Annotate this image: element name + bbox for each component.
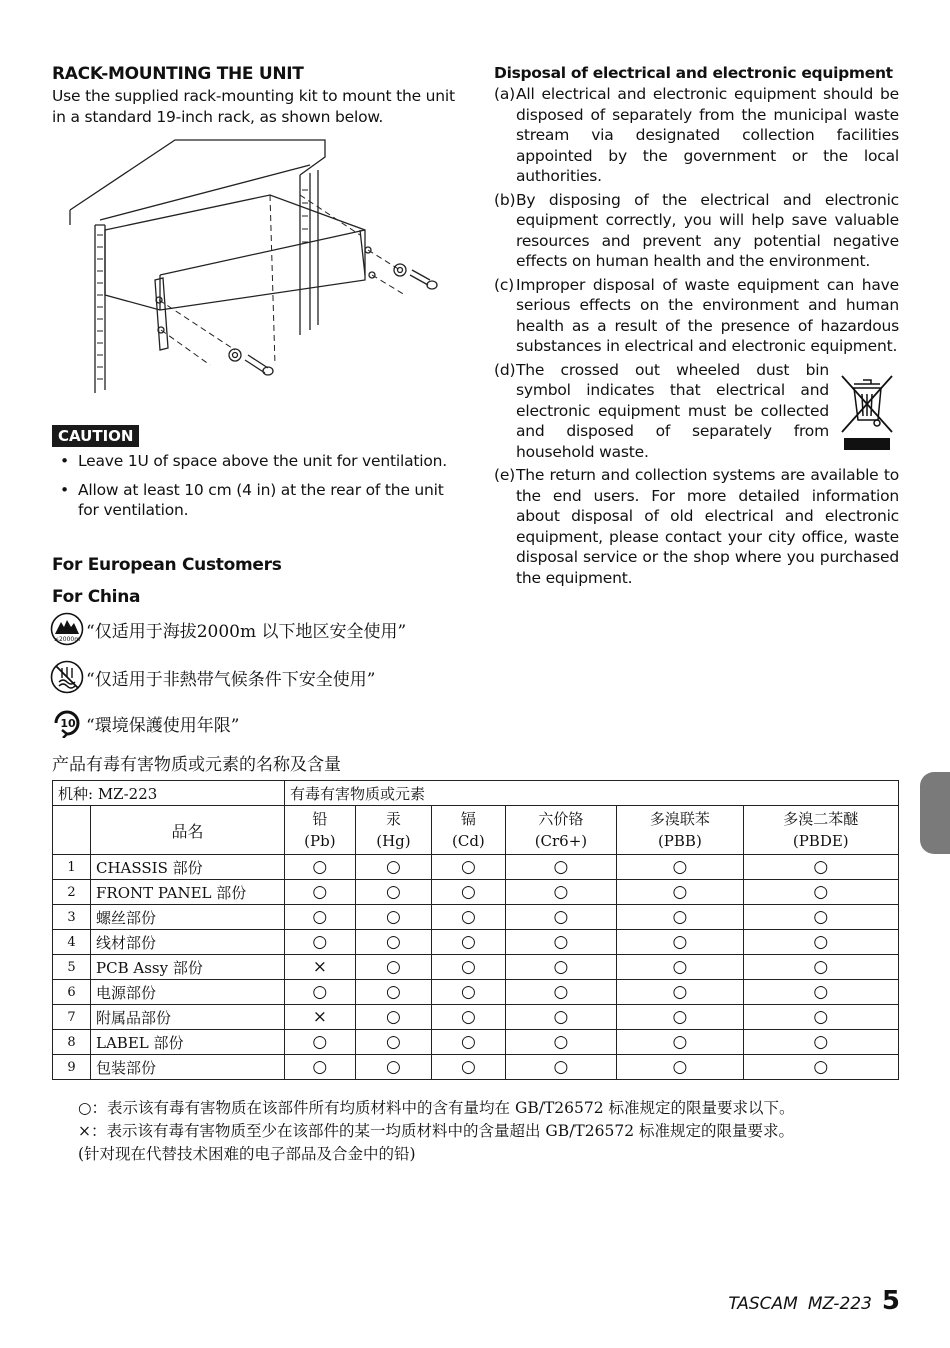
page-footer [728, 1286, 900, 1316]
column-name: 汞 [385, 810, 401, 828]
climate-note-text: “仅适用于非熱帯气候条件下安全使用” [86, 669, 376, 690]
substance-status: ○ [432, 905, 505, 930]
disposal-item-marker: (e) [494, 466, 516, 484]
row-number: 6 [53, 980, 91, 1005]
disposal-item-text: By disposing of the electrical and electronic equipment correctly, you will help save valuable resources and prevent any potential negative effects on human health and the environment. [516, 190, 899, 270]
rack-mounting-heading: RACK-MOUNTING THE UNIT [52, 64, 304, 84]
substance-status: ○ [285, 980, 356, 1005]
part-name: LABEL 部份 [91, 1030, 285, 1055]
european-customers-heading: For European Customers [52, 555, 282, 575]
footnote-circle: ○：表示该有毒有害物质在该部件所有均质材料中的含有量均在 GB/T26572 标准规定的限量要求以下。 [78, 1099, 795, 1117]
substance-status: ○ [355, 1055, 432, 1080]
substance-status: ○ [355, 855, 432, 880]
table-column-header-row [53, 806, 899, 855]
table-caption: 产品有毒有害物质或元素的名称及含量 [52, 755, 341, 775]
substance-status: ○ [432, 880, 505, 905]
part-name: CHASSIS 部份 [91, 855, 285, 880]
substance-status: ○ [505, 855, 617, 880]
row-number: 8 [53, 1030, 91, 1055]
substance-status: ○ [285, 855, 356, 880]
disposal-item-marker: (b) [494, 190, 516, 209]
column-name: 铅 [312, 810, 328, 828]
part-name: 线材部份 [91, 930, 285, 955]
substance-status: ○ [355, 930, 432, 955]
table-body [53, 855, 899, 1080]
column-symbol: (PBB) [657, 832, 702, 850]
substance-status: ○ [617, 980, 743, 1005]
substance-status: ○ [617, 955, 743, 980]
caution-item: • Allow at least 10 cm (4 in) at the rear of the unit for ventilation. [52, 480, 464, 521]
part-name: 螺丝部份 [91, 905, 285, 930]
rack-mount-illustration [60, 135, 450, 405]
column-name: 六价铬 [538, 810, 584, 828]
substance-status: ○ [617, 855, 743, 880]
protection-period-icon-text: 10 [60, 717, 76, 730]
substance-status: ○ [743, 905, 898, 930]
column-symbol: (Hg) [376, 832, 411, 850]
caution-list [52, 451, 464, 529]
part-name: 包装部份 [91, 1055, 285, 1080]
substance-status: ○ [285, 1055, 356, 1080]
substance-status: ○ [355, 905, 432, 930]
substance-status: ○ [743, 1030, 898, 1055]
column-header [505, 806, 617, 855]
substance-status: ○ [505, 980, 617, 1005]
substance-status: ○ [505, 1005, 617, 1030]
substance-status: ○ [505, 930, 617, 955]
disposal-item-marker: (a) [494, 85, 515, 103]
column-header [432, 806, 505, 855]
substance-status: ○ [432, 855, 505, 880]
substance-status: ○ [285, 930, 356, 955]
part-name: FRONT PANEL 部份 [91, 880, 285, 905]
row-number: 3 [53, 905, 91, 930]
substance-status: ○ [355, 880, 432, 905]
substance-status: ○ [355, 980, 432, 1005]
substance-status: ○ [505, 1055, 617, 1080]
altitude-note [50, 612, 406, 646]
substance-status: ○ [743, 980, 898, 1005]
row-number: 4 [53, 930, 91, 955]
disposal-item [494, 84, 899, 187]
substance-status: × [285, 955, 356, 980]
substance-status: ○ [743, 880, 898, 905]
protection-period-note-text: “環境保護使用年限” [86, 715, 240, 736]
row-number: 2 [53, 880, 91, 905]
substance-status: ○ [432, 1005, 505, 1030]
caution-item: • Leave 1U of space above the unit for ventilation. [52, 451, 464, 472]
substance-status: ○ [743, 1005, 898, 1030]
substance-status: ○ [432, 1055, 505, 1080]
disposal-list [494, 84, 899, 591]
altitude-note-text: “仅适用于海拔2000m 以下地区安全使用” [86, 621, 407, 642]
substance-status: ○ [617, 1005, 743, 1030]
disposal-heading: Disposal of electrical and electronic equipment [494, 64, 893, 82]
disposal-item-text: The crossed out wheeled dust bin symbol indicates that electrical and electronic equipment must be collected and disposed of separately from household waste. [516, 360, 829, 461]
substance-status: ○ [617, 905, 743, 930]
footer-model: MZ-223 [807, 1294, 872, 1314]
altitude-2000m-icon [50, 612, 84, 646]
substance-status: ○ [432, 930, 505, 955]
blank-cell [53, 806, 91, 855]
rack-mounting-intro: Use the supplied rack-mounting kit to mount the unit in a standard 19-inch rack, as shown below. [52, 87, 455, 126]
table-row [53, 1055, 899, 1080]
china-heading: For China [52, 587, 141, 607]
altitude-icon-text: ≤2000m [53, 636, 81, 643]
substance-status: ○ [355, 955, 432, 980]
table-row [53, 880, 899, 905]
part-name: 附属品部份 [91, 1005, 285, 1030]
substance-status: ○ [505, 955, 617, 980]
substance-status: ○ [285, 880, 356, 905]
part-name: PCB Assy 部份 [91, 955, 285, 980]
substance-status: × [285, 1005, 356, 1030]
column-header [355, 806, 432, 855]
table-row [53, 1005, 899, 1030]
substance-status: ○ [285, 905, 356, 930]
substance-status: ○ [432, 1030, 505, 1055]
disposal-item [494, 190, 899, 272]
substance-status: ○ [285, 1030, 356, 1055]
column-name: 多溴联苯 [649, 810, 710, 828]
substance-status: ○ [743, 930, 898, 955]
column-header [743, 806, 898, 855]
substance-status: ○ [432, 955, 505, 980]
disposal-item [494, 465, 899, 588]
substance-status: ○ [505, 1030, 617, 1055]
non-tropical-climate-icon [50, 660, 84, 694]
part-name-header: 品名 [91, 806, 285, 855]
disposal-item-marker: (d) [494, 360, 516, 379]
table-row [53, 905, 899, 930]
table-row [53, 1030, 899, 1055]
column-symbol: (Cd) [452, 832, 485, 850]
part-name: 电源部份 [91, 980, 285, 1005]
footer-brand: TASCAM [728, 1294, 798, 1314]
protection-period-note [50, 708, 239, 738]
table-row [53, 980, 899, 1005]
substance-status: ○ [355, 1030, 432, 1055]
substance-status: ○ [505, 905, 617, 930]
substance-status: ○ [743, 1055, 898, 1080]
page-number: 5 [881, 1286, 900, 1316]
table-row [53, 855, 899, 880]
model-cell: 机种: MZ-223 [53, 781, 285, 806]
row-number: 1 [53, 855, 91, 880]
substance-status: ○ [432, 980, 505, 1005]
crossed-out-wheeled-bin-icon [838, 370, 896, 454]
footnote-cross: ×：表示该有毒有害物质至少在该部件的某一均质材料中的含量超出 GB/T26572 标准规定的限量要求。 [78, 1122, 794, 1140]
table-footnotes [78, 1097, 908, 1166]
page-edge-tab [920, 772, 950, 854]
column-header [617, 806, 743, 855]
column-symbol: (Pb) [304, 832, 336, 850]
disposal-item-text: The return and collection systems are available to the end users. For more detailed information about disposal of old electrical and electronic equipment, please contact your city office, waste disposal service or the shop where you purchased the equipment. [516, 466, 899, 587]
column-name: 镉 [460, 810, 476, 828]
substance-status: ○ [617, 880, 743, 905]
substance-status: ○ [743, 955, 898, 980]
environment-protection-period-icon [50, 708, 84, 738]
disposal-item [494, 275, 899, 357]
row-number: 9 [53, 1055, 91, 1080]
row-number: 5 [53, 955, 91, 980]
row-number: 7 [53, 1005, 91, 1030]
table-header-row [53, 781, 899, 806]
disposal-item-text: All electrical and electronic equipment should be disposed of separately from the municipal waste stream via designated collection facilities appointed by the government or the local authorities. [516, 85, 899, 185]
footnote-lead: (针对现在代替技术困难的电子部品及合金中的铅) [78, 1145, 416, 1163]
table-row [53, 930, 899, 955]
hazardous-substances-table [52, 780, 899, 1080]
substance-status: ○ [617, 1055, 743, 1080]
disposal-item-marker: (c) [494, 275, 515, 294]
climate-note [50, 660, 375, 694]
group-header-cell: 有毒有害物质或元素 [285, 781, 899, 806]
table-row [53, 955, 899, 980]
column-symbol: (Cr6+) [534, 832, 588, 850]
column-symbol: (PBDE) [792, 832, 849, 850]
substance-status: ○ [617, 1030, 743, 1055]
substance-status: ○ [617, 930, 743, 955]
substance-status: ○ [355, 1005, 432, 1030]
caution-label: CAUTION [52, 425, 139, 447]
substance-status: ○ [743, 855, 898, 880]
column-header [285, 806, 356, 855]
substance-status: ○ [505, 880, 617, 905]
disposal-item-text: Improper disposal of waste equipment can have serious effects on the environment and human health as a result of the presence of hazardous substances in electrical and electronic equipment. [516, 275, 899, 355]
column-name: 多溴二苯醚 [783, 810, 859, 828]
